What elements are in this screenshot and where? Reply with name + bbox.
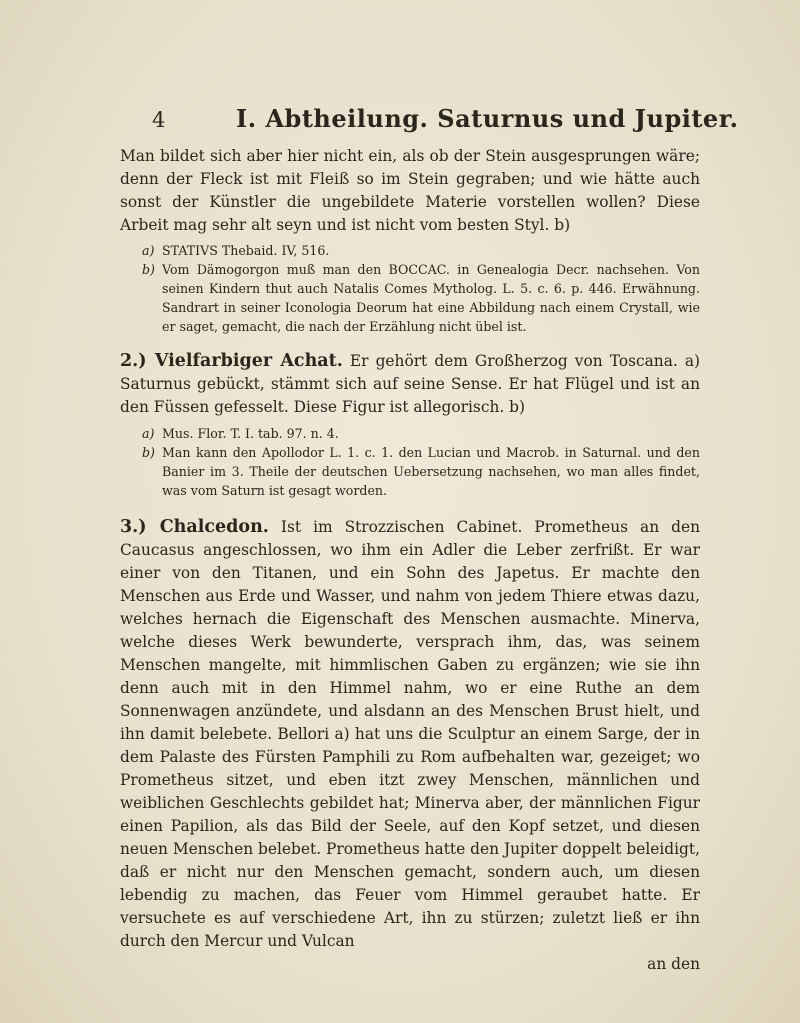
catchword: an den xyxy=(647,955,700,973)
section-3-paragraph xyxy=(120,516,700,953)
footnote-a xyxy=(142,424,700,443)
footnote-mark: b) xyxy=(142,445,155,460)
footnote-text: Mus. Flor. T. I. tab. 97. n. 4. xyxy=(162,426,339,441)
footnote-mark: b) xyxy=(142,262,155,277)
footnote-text: Man kann den Apollodor L. 1. c. 1. den Lucian und Macrob. in Saturnal. und den Banier im 3. Theile der deutschen Uebersetzung nachsehen, wo man alles findet, was vom Saturn ist gesagt worden. xyxy=(162,445,700,498)
footnote-text: Vom Dämogorgon muß man den BOCCAC. in Genealogia Decr. nachsehen. Von seinen Kindern thut auch Natalis Comes Mytholog. L. 5. c. 6. p. 446. Erwähnung. Sandrart in seiner Iconologia Deorum hat eine Abbildung nach einem Crystall, wie er saget, gemacht, die nach der Erzählung nicht übel ist. xyxy=(162,262,700,334)
footnote-b xyxy=(142,443,700,500)
page-content xyxy=(120,142,700,976)
footnote-text: STATIVS Thebaid. IV, 516. xyxy=(162,243,330,258)
page-number: 4 xyxy=(152,108,166,132)
section-3-text: Ist im Strozzischen Cabinet. Prometheus an den Caucasus angeschlossen, wo ihm ein Adler die Leber zerfrißt. Er war einer von den Titanen, und ein Sohn des Japetus. Er machte den Menschen aus Erde und Wasser, und nahm von jedem Thiere etwas dazu, welches hernach die Eigenschaft des Menschen ausmachte. Minerva, welche dieses Werk bewunderte, versprach ihm, das, was seinem Menschen mangelte, mit himmlischen Gaben zu ergänzen; wie sie ihn denn auch mit in den Himmel nahm, wo er eine Ruthe an dem Sonnenwagen anzündete, und alsdann an des Menschen Brust hielt, und ihn damit belebete. Bellori a) hat uns die Sculptur an einem Sarge, der in dem Palaste des Fürsten Pamphili zu Rom aufbehalten war, gezeiget; wo Prometheus sitzet, und eben itzt zwey Menschen, männlichen und weiblichen Geschlechts gebildet hat; Minerva aber, der männlichen Figur einen Papilion, als das Bild der Seele, auf den Kopf setzet, und diesen neuen Menschen belebet. Prometheus hatte den Jupiter doppelt beleidigt, daß er nicht nur den Menschen gemacht, sondern auch, um diesen lebendig zu machen, das Feuer vom Himmel geraubet hatte. Er versuchete es auf verschiedene Art, ihn zu stürzen; zuletzt ließ er ihn durch den Mercur und Vulcan xyxy=(120,518,700,950)
section-2-paragraph xyxy=(120,350,700,419)
footnotes-1 xyxy=(142,241,700,336)
intro-paragraph: Man bildet sich aber hier nicht ein, als ob der Stein ausgesprungen wäre; denn der Fleck ist mit Fleiß so im Stein gegraben; und wie hätte auch sonst der Künstler die ungebildete Materie vorstellen wollen? Diese Arbeit mag sehr alt seyn und ist nicht vom besten Styl. b) xyxy=(120,147,700,234)
footnotes-2 xyxy=(142,424,700,500)
section-3-heading: 3.) Chalcedon. xyxy=(120,517,269,537)
running-head: I. Abtheilung. Saturnus und Jupiter. xyxy=(236,104,739,133)
footnote-b xyxy=(142,260,700,336)
section-2-heading: 2.) Vielfarbiger Achat. xyxy=(120,351,343,371)
footnote-mark: a) xyxy=(142,243,155,258)
footnote-a xyxy=(142,241,700,260)
section-2-text: Er gehört dem Großherzog von Toscana. a) Saturnus gebückt, stämmt sich auf seine Sense. Er hat Flügel und ist an den Füssen gefesselt. Diese Figur ist allegorisch. b) xyxy=(120,352,701,416)
footnote-mark: a) xyxy=(142,426,155,441)
